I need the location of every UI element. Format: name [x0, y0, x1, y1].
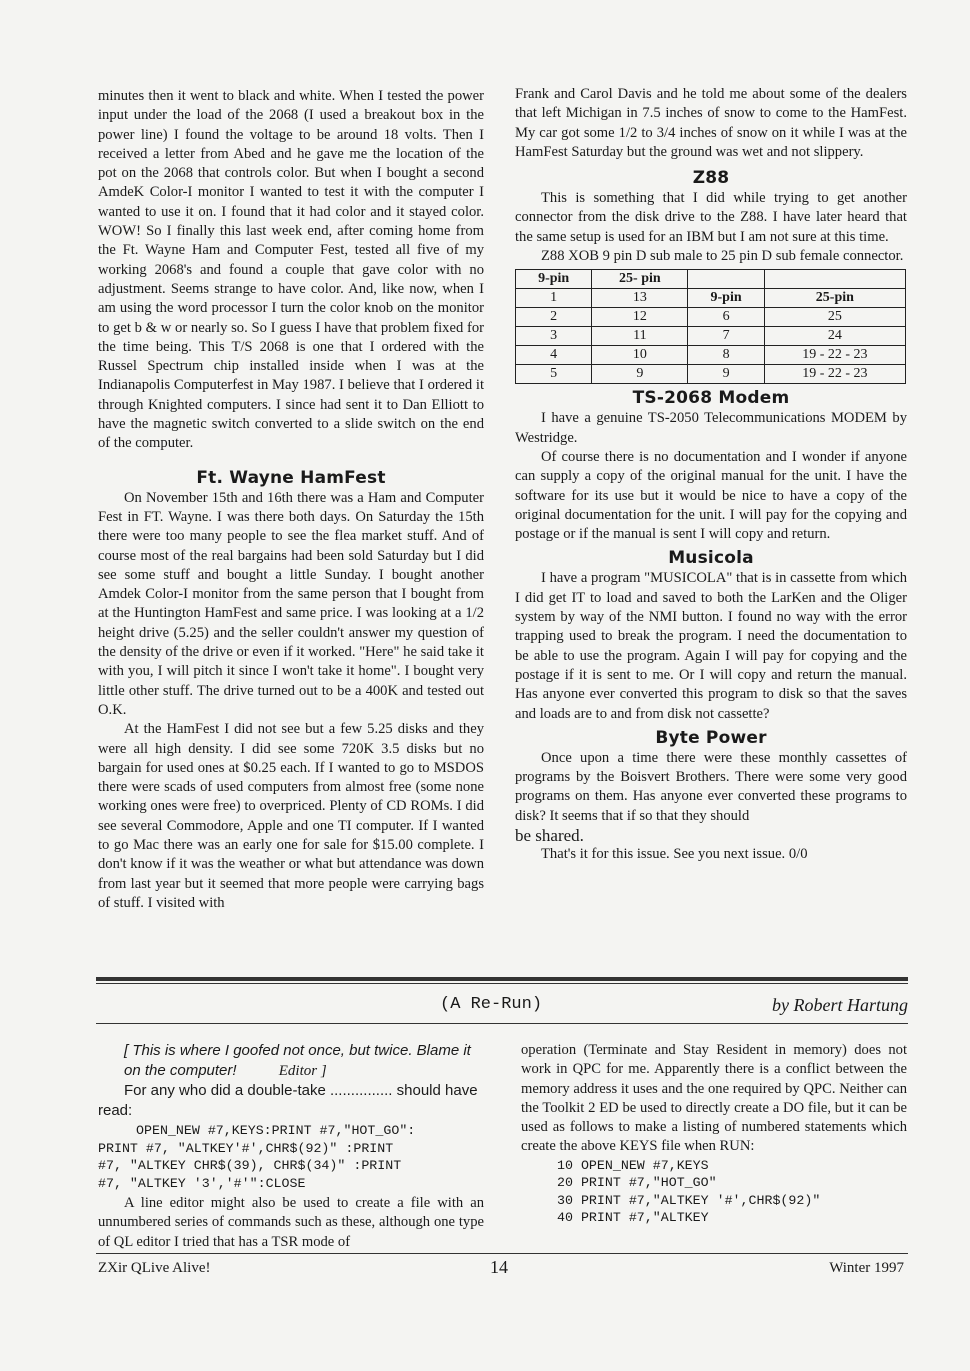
- table-cell: 24: [764, 327, 905, 346]
- code-line: 20 PRINT #7,"HOT_GO": [557, 1175, 717, 1191]
- table-cell: 6: [688, 308, 764, 327]
- code-line: #7, "ALTKEY CHR$(39), CHR$(34)" :PRINT: [98, 1158, 402, 1173]
- header-9-pin-right: 9-pin: [688, 289, 764, 308]
- code-line: 40 PRINT #7,"ALTKEY: [557, 1210, 709, 1226]
- code-line: 30 PRINT #7,"ALTKEY '#',CHR$(92)": [557, 1192, 821, 1208]
- heading-z88: Z88: [692, 168, 730, 189]
- paragraph: I have a program "MUSICOLA" that is in cassette from which I did get IT to load and saved to both the LarKen and the Oliger system by way of the NMI button. I found no way with the error trapping used to break the program. I need the documentation to be able to use the program. Again I will pay for copying and the postage if it is sent to me. Or I will copy and return the manual. Has anyone ever converted this program to disk so that the saves and loads are to and from disk not cassette?: [515, 570, 907, 722]
- heading-musicola: Musicola: [668, 548, 754, 569]
- code-block: [98, 1122, 484, 1192]
- table-row: [516, 308, 906, 327]
- lower-right-column: [521, 1041, 907, 1227]
- rerun-byline: by Robert Hartung: [772, 995, 908, 1015]
- rerun-title: (A Re-Run): [440, 995, 543, 1014]
- upper-left-column: [98, 87, 484, 913]
- footer-divider: [96, 1253, 908, 1254]
- section-divider: [96, 1023, 908, 1024]
- code-line: OPEN_NEW #7,KEYS:PRINT #7,"HOT_GO":: [136, 1123, 416, 1138]
- code-line: 10 OPEN_NEW #7,KEYS: [557, 1157, 709, 1173]
- paragraph: A line editor might also be used to create a file with an unnumbered series of commands such as these, although one type of QL editor I tried that has a TSR mode of: [98, 1195, 484, 1250]
- table-row: [516, 289, 906, 308]
- table-cell: 8: [688, 346, 764, 365]
- table-cell: 10: [592, 346, 688, 365]
- editor-signature: Editor ]: [278, 1063, 327, 1079]
- paragraph: This is something that I did while trying to get another connector from the disk drive to the Z88. I have later heard that the same setup is used for an IBM but I am not sure at this time.: [515, 190, 907, 245]
- table-cell: 2: [516, 308, 592, 327]
- table-cell: [764, 270, 905, 289]
- table-cell: 25: [764, 308, 905, 327]
- table-row: [516, 365, 906, 384]
- heading-byte-power: Byte Power: [655, 727, 767, 748]
- paragraph: That's it for this issue. See you next issue. 0/0: [541, 846, 808, 863]
- editor-note-text: [ This is where I goofed not once, but twice. Blame it on the computer!: [124, 1042, 471, 1079]
- table-cell: 5: [516, 365, 592, 384]
- paragraph-end: be shared.: [515, 826, 584, 846]
- paragraph: For any who did a double-take ............... should have read:: [98, 1082, 478, 1119]
- table-cell: 12: [592, 308, 688, 327]
- paragraph: At the HamFest I did not see but a few 5.25 disks and they were all high density. I did see some 720K 3.5 disks but no bargain for used ones at $0.25 each. If I wanted to go to MSDOS there were scads of used computers from almost free (some none working ones were free) to overpriced. Plenty of CD ROMs. I did see several Commodore, Apple and one TI computer. If I wanted to go Mac there was an early one for sale for $15.00 complete. I don't know if it was the weather or what but attendance was down from last year but it seemed that more people were carrying bags of stuff. I visited with: [98, 721, 484, 911]
- table-row: [516, 327, 906, 346]
- table-cell: 11: [592, 327, 688, 346]
- table-cell: 19 - 22 - 23: [764, 346, 905, 365]
- code-block: [521, 1157, 907, 1227]
- footer-page-number: 14: [490, 1257, 508, 1277]
- table-cell: 19 - 22 - 23: [764, 365, 905, 384]
- table-row: [516, 270, 906, 289]
- section-divider: [96, 977, 908, 981]
- lower-left-column: [98, 1041, 484, 1252]
- table-cell: 9: [688, 365, 764, 384]
- table-cell: 4: [516, 346, 592, 365]
- heading-ft-wayne-hamfest: Ft. Wayne HamFest: [196, 467, 386, 488]
- table-cell: 13: [592, 289, 688, 308]
- table-cell: [688, 270, 764, 289]
- paragraph: On November 15th and 16th there was a Ham and Computer Fest in FT. Wayne. I was there both days. On Saturday the 15th there were too many people to see the flea market stuff. And of course most of the real bargains had been sold Saturday but I did see some stuff and bought a little Sunday. I bought another Amdek Color-I monitor from the same person that I bought from at the Huntington HamFest and same price. I was looking at a 1/2 height drive (5.25) and the seller couldn't answer my question of the density of the drive or even if it worked. "Here" he said take it with you, I will pitch it since I won't take it home". I bought very little other stuff. The drive turned out to be a 400K and tested out O.K.: [98, 489, 484, 718]
- header-9-pin: 9-pin: [516, 270, 592, 289]
- paragraph: minutes then it went to black and white. When I tested the power input under the load of the 2068 (I used a breakout box in the power line) I found the voltage to be around 18 volts. Then I received a letter from Abed and he gave me the location of the pot on the 2068 that controls color. But when I bought a second AmdeK Color-I monitor I wanted to test it with the computer I wanted to use it on. I found that it had color and it stayed color. WOW! So I finally this last week end, after coming home from the Ft. Wayne Ham and Computer Fest, tested all five of my working 2068's and found a couple that gave color with no adjustment. Seems strange to have color. And, like now, when I am using the word processor I turn the color knob on the monitor to get b & w or nearly so. So I guess I have that problem fixed for the time being. This T/S 2068 is one that I ordered with the Russel Spectrum chip installed inside when I was at the Indianapolis Computerfest in May 1987. I believe that I ordered it through Knighted computers. I since had sent it to Dan Elliott to have the magnetic switch converted to a slide switch on the end of the computer.: [98, 88, 484, 452]
- code-line: #7, "ALTKEY '3','#'":CLOSE: [98, 1175, 306, 1191]
- paragraph: operation (Terminate and Stay Resident in memory) does not work in QPC for me. Apparently there is a conflict between the memory address it uses and the one required by QPC. Neither can the Toolkit 2 ED be used to directly create a DO file, but it can be used as follows to make a listing of numbered statements which create the above KEYS file when RUN:: [521, 1042, 907, 1155]
- paragraph: Z88 XOB 9 pin D sub male to 25 pin D sub female connector.: [541, 248, 904, 265]
- footer-issue-date: Winter 1997: [829, 1260, 904, 1276]
- footer-magazine-title: ZXir QLive Alive!: [98, 1260, 211, 1276]
- table-cell: 3: [516, 327, 592, 346]
- table-cell: 9: [592, 365, 688, 384]
- paragraph: I have a genuine TS-2050 Telecommunications MODEM by Westridge.: [515, 410, 907, 446]
- paragraph: Frank and Carol Davis and he told me about some of the dealers that left Michigan in 7.5 inches of snow to come to the HamFest. My car got some 1/2 to 3/4 inches of snow on it while I was at the HamFest Saturday but the ground was wet and not slippery.: [515, 86, 907, 160]
- table-row: [516, 346, 906, 365]
- table-cell: 7: [688, 327, 764, 346]
- header-25-pin-right: 25-pin: [764, 289, 905, 308]
- header-25-pin: 25- pin: [592, 270, 688, 289]
- heading-ts2068-modem: TS-2068 Modem: [632, 388, 790, 409]
- paragraph: Of course there is no documentation and I wonder if anyone can supply a copy of the original manual for the unit. I have the software for its use but it would be nice to have a copy of the original documentation for the unit. I will pay for the copying and postage or if the manual is sent I will copy and return.: [515, 448, 907, 543]
- paragraph: Once upon a time there were these monthly cassettes of programs by the Boisvert Brothers. There were some very good programs on them. Has anyone ever converted these programs to disk? It seems that if so that they should: [515, 749, 907, 824]
- upper-right-column: [515, 85, 907, 865]
- table-cell: 1: [516, 289, 592, 308]
- pin-table: [515, 269, 906, 384]
- section-divider: [96, 983, 908, 984]
- code-line: PRINT #7, "ALTKEY'#',CHR$(92)" :PRINT: [98, 1140, 394, 1156]
- editor-note: [98, 1041, 484, 1081]
